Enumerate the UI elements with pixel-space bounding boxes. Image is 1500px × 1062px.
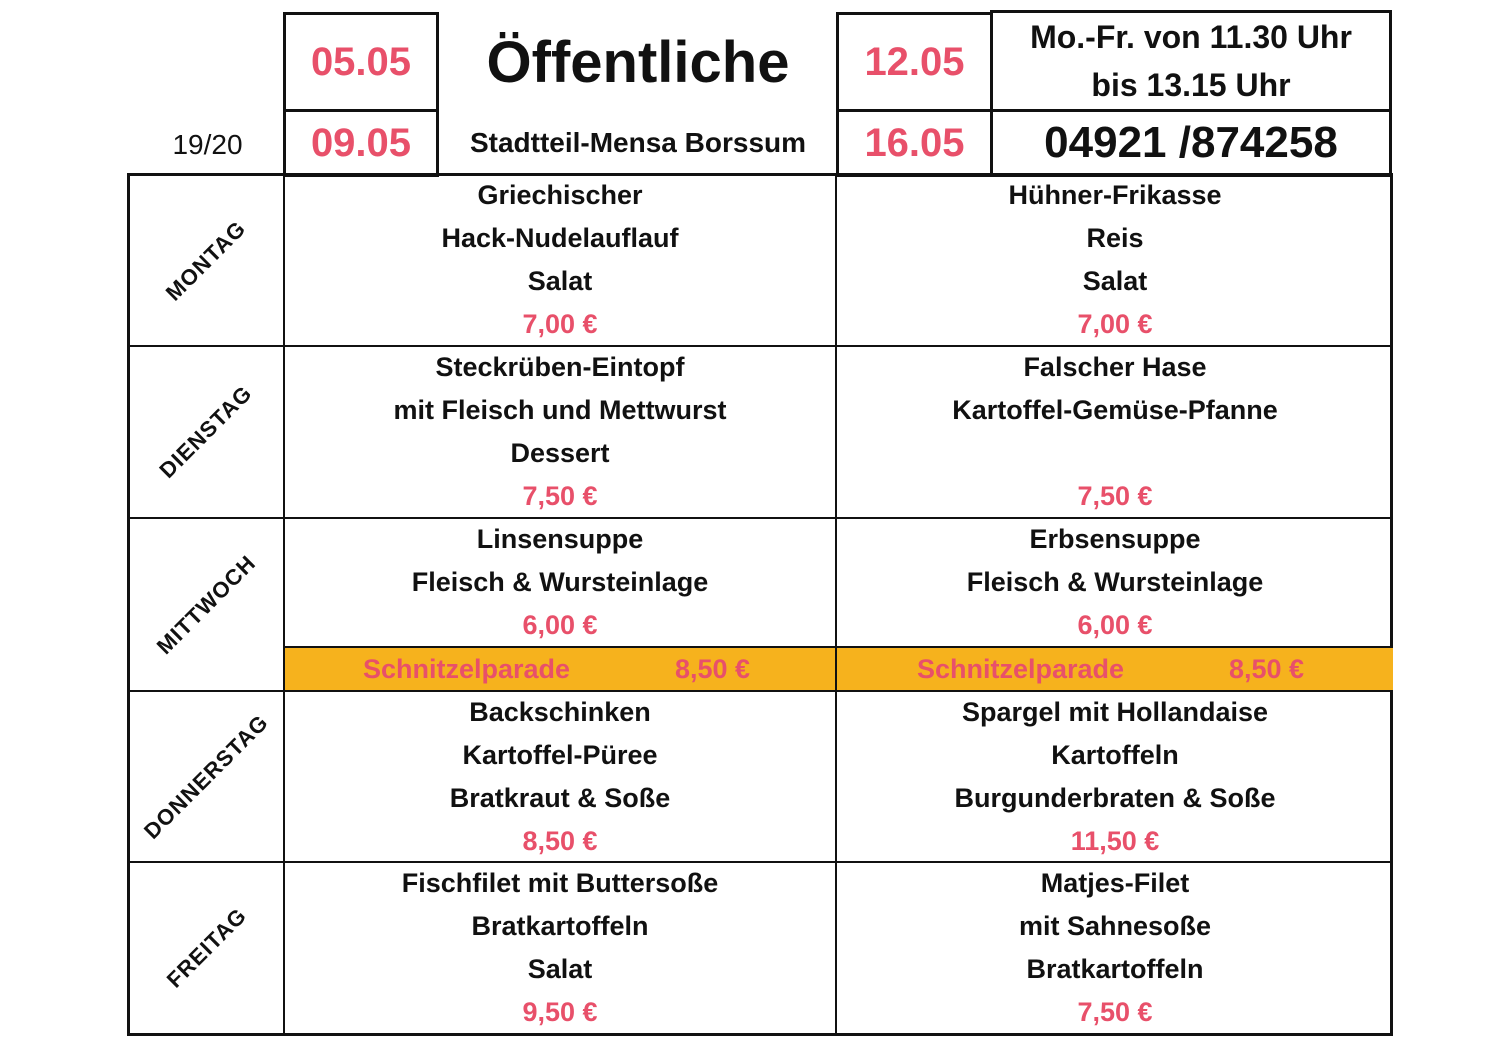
special-name: Schnitzelparade <box>363 653 571 684</box>
day-label-montag: MONTAG <box>161 215 252 306</box>
phone-number: 04921 /874258 <box>990 109 1392 177</box>
special-offer-week2 <box>837 648 1393 690</box>
day-label-mittwoch: MITTWOCH <box>151 549 261 659</box>
dish-line: Spargel mit Hollandaise <box>961 697 1269 727</box>
opening-hours <box>990 10 1392 112</box>
dish-line: Fleisch & Wursteinlage <box>966 567 1264 597</box>
dish-line: Kartoffeln <box>1051 740 1179 770</box>
menu-cell-freitag-week2 <box>837 862 1393 1034</box>
dish-line: Hühner-Frikasse <box>1008 180 1222 210</box>
special-price: 8,50 € <box>675 653 751 684</box>
dish-line: Backschinken <box>469 697 651 727</box>
day-label-donnerstag: DONNERSTAG <box>139 709 274 844</box>
menu-cell-donnerstag-week2 <box>837 691 1393 863</box>
dish-price: 7,50 € <box>522 481 598 511</box>
dish-line: Bratkraut & Soße <box>449 783 671 813</box>
week1-start-date: 05.05 <box>283 12 439 112</box>
dish-line: Burgunderbraten & Soße <box>954 783 1276 813</box>
dish-price: 8,50 € <box>522 826 598 856</box>
dish-price: 7,50 € <box>1077 481 1153 511</box>
dish-line: Bratkartoffeln <box>1026 954 1204 984</box>
menu-cell-mittwoch-week1 <box>285 518 835 647</box>
opening-hours-line2: bis 13.15 Uhr <box>1091 67 1291 103</box>
dish-line: Griechischer <box>477 180 643 210</box>
menu-cell-mittwoch-week2 <box>837 518 1393 647</box>
special-price: 8,50 € <box>1229 653 1305 684</box>
dish-price: 7,50 € <box>1077 997 1153 1027</box>
week2-start-date: 12.05 <box>836 12 993 112</box>
dish-line: Erbsensuppe <box>1029 524 1201 554</box>
special-offer-week1 <box>285 648 835 690</box>
dish-line: Fleisch & Wursteinlage <box>411 567 709 597</box>
menu-cell-dienstag-week1 <box>285 346 835 518</box>
dish-line: Salat <box>1082 266 1148 296</box>
dish-price: 9,50 € <box>522 997 598 1027</box>
dish-line: Linsensuppe <box>476 524 644 554</box>
week2-end-date: 16.05 <box>836 109 993 177</box>
opening-hours-line1: Mo.-Fr. von 11.30 Uhr <box>1030 19 1352 55</box>
menu-cell-montag-week2 <box>837 174 1393 346</box>
dish-price: 6,00 € <box>1077 610 1153 640</box>
dish-line: Reis <box>1086 223 1144 253</box>
dish-line: Fischfilet mit Buttersoße <box>401 868 719 898</box>
dish-line: mit Fleisch und Mettwurst <box>393 395 727 425</box>
special-name: Schnitzelparade <box>917 653 1125 684</box>
menu-cell-montag-week1 <box>285 174 835 346</box>
dish-line: Kartoffel-Gemüse-Pfanne <box>952 395 1278 425</box>
day-label-dienstag: DIENSTAG <box>154 380 258 483</box>
week1-end-date: 09.05 <box>283 109 439 177</box>
menu-cell-freitag-week1 <box>285 862 835 1034</box>
dish-line: Kartoffel-Püree <box>462 740 658 770</box>
dish-line: Falscher Hase <box>1023 352 1207 382</box>
dish-price: 6,00 € <box>522 610 598 640</box>
day-label-freitag: FREITAG <box>161 902 252 993</box>
page-subtitle: Stadtteil-Mensa Borssum <box>469 127 807 158</box>
dish-line: Dessert <box>510 438 610 468</box>
dish-price: 7,00 € <box>522 309 598 339</box>
season-label: 19/20 <box>172 129 243 160</box>
dish-price: 7,00 € <box>1077 309 1153 339</box>
dish-line: Hack-Nudelauflauf <box>441 223 679 253</box>
dish-line: Bratkartoffeln <box>471 911 649 941</box>
dish-line: Salat <box>527 954 593 984</box>
page-title: Öffentliche <box>486 29 790 95</box>
dish-line: Steckrüben-Eintopf <box>435 352 685 382</box>
dish-price: 11,50 € <box>1070 826 1160 856</box>
dish-line: mit Sahnesoße <box>1018 911 1212 941</box>
menu-cell-dienstag-week2 <box>837 346 1393 518</box>
dish-line: Salat <box>527 266 593 296</box>
dish-line: Matjes-Filet <box>1040 868 1190 898</box>
menu-cell-donnerstag-week1 <box>285 691 835 863</box>
